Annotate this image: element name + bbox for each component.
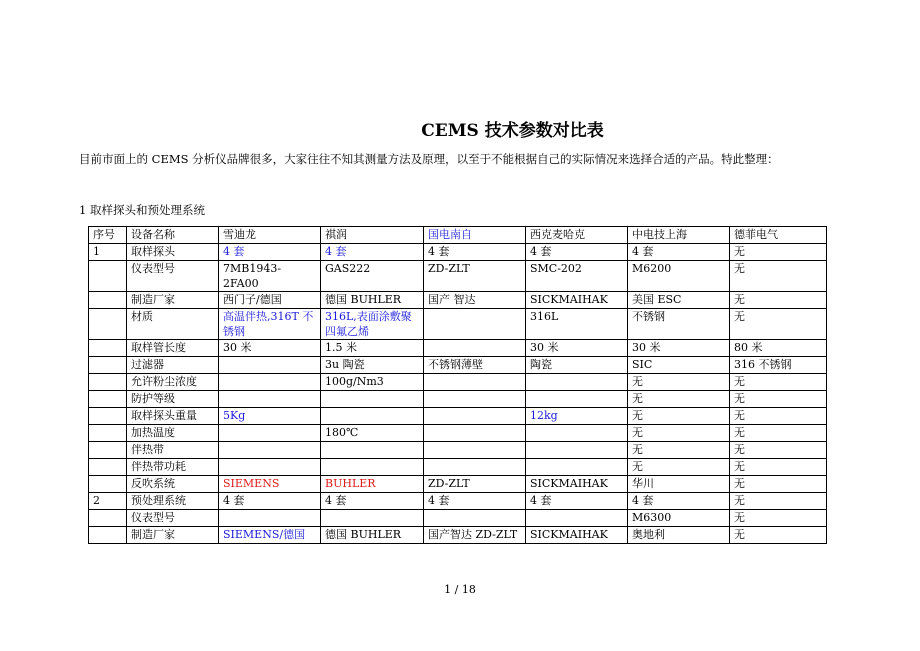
- cell-guodian-nanzi: [424, 340, 526, 357]
- cell-sick-maihak: [526, 510, 628, 527]
- cell-xuedilong: SIEMENS: [219, 476, 321, 493]
- cell-sick-maihak: SMC-202: [526, 261, 628, 292]
- cell-zhongdianji-shanghai: 无: [628, 425, 730, 442]
- section-heading: 1 取样探头和预处理系统: [79, 203, 205, 217]
- cell-zhongdianji-shanghai: SIC: [628, 357, 730, 374]
- cell-qirun: 180℃: [321, 425, 424, 442]
- cell-defei-electric: 无: [730, 374, 827, 391]
- cell-qirun: BUHLER: [321, 476, 424, 493]
- cell-defei-electric: 无: [730, 391, 827, 408]
- cell-device-name: 取样管长度: [127, 340, 219, 357]
- table-row: [89, 493, 827, 510]
- cell-guodian-nanzi: 国电南自: [424, 227, 526, 244]
- cell-xuedilong: 西门子/德国: [219, 292, 321, 309]
- table-row: [89, 309, 827, 340]
- cell-guodian-nanzi: 国产智达 ZD-ZLT: [424, 527, 526, 544]
- cell-defei-electric: 无: [730, 527, 827, 544]
- cell-index: 2: [89, 493, 127, 510]
- cell-zhongdianji-shanghai: 无: [628, 408, 730, 425]
- cell-guodian-nanzi: [424, 309, 526, 340]
- intro-paragraph: 目前市面上的 CEMS 分析仪品牌很多，大家往往不知其测量方法及原理，以至于不能根据自己的实际情况来选择合适的产品。特此整理：: [79, 152, 779, 166]
- cell-guodian-nanzi: [424, 391, 526, 408]
- cell-zhongdianji-shanghai: 华川: [628, 476, 730, 493]
- cell-qirun: [321, 408, 424, 425]
- cell-xuedilong: [219, 459, 321, 476]
- cell-index: 序号: [89, 227, 127, 244]
- cell-device-name: 设备名称: [127, 227, 219, 244]
- cell-index: [89, 309, 127, 340]
- cell-qirun: GAS222: [321, 261, 424, 292]
- cell-sick-maihak: 4 套: [526, 493, 628, 510]
- cell-index: [89, 261, 127, 292]
- table-row: [89, 374, 827, 391]
- cell-defei-electric: 无: [730, 442, 827, 459]
- cell-device-name: 伴热带: [127, 442, 219, 459]
- cell-device-name: 加热温度: [127, 425, 219, 442]
- table-header-row: [89, 227, 827, 244]
- cell-defei-electric: 无: [730, 493, 827, 510]
- cell-zhongdianji-shanghai: 4 套: [628, 244, 730, 261]
- cell-device-name: 伴热带功耗: [127, 459, 219, 476]
- cell-sick-maihak: [526, 442, 628, 459]
- cell-zhongdianji-shanghai: 奥地利: [628, 527, 730, 544]
- cell-qirun: [321, 442, 424, 459]
- cell-defei-electric: 无: [730, 292, 827, 309]
- cell-device-name: 反吹系统: [127, 476, 219, 493]
- table-row: [89, 340, 827, 357]
- cell-qirun: [321, 510, 424, 527]
- cell-index: [89, 442, 127, 459]
- cell-qirun: 100g/Nm3: [321, 374, 424, 391]
- cell-xuedilong: [219, 391, 321, 408]
- table-row: [89, 391, 827, 408]
- table-row: [89, 261, 827, 292]
- cell-qirun: [321, 459, 424, 476]
- cell-device-name: 允许粉尘浓度: [127, 374, 219, 391]
- cell-device-name: 预处理系统: [127, 493, 219, 510]
- cell-sick-maihak: 12kg: [526, 408, 628, 425]
- cell-guodian-nanzi: ZD-ZLT: [424, 476, 526, 493]
- cell-qirun: 4 套: [321, 244, 424, 261]
- cell-defei-electric: 无: [730, 510, 827, 527]
- cell-index: [89, 459, 127, 476]
- cell-index: [89, 408, 127, 425]
- cell-xuedilong: 7MB1943-2FA00: [219, 261, 321, 292]
- cell-defei-electric: 316 不锈钢: [730, 357, 827, 374]
- cell-xuedilong: SIEMENS/德国: [219, 527, 321, 544]
- cell-zhongdianji-shanghai: 4 套: [628, 493, 730, 510]
- cell-zhongdianji-shanghai: 不锈钢: [628, 309, 730, 340]
- cell-device-name: 取样探头: [127, 244, 219, 261]
- cell-defei-electric: 无: [730, 408, 827, 425]
- cell-device-name: 制造厂家: [127, 292, 219, 309]
- cell-xuedilong: [219, 442, 321, 459]
- cell-zhongdianji-shanghai: 中电技上海: [628, 227, 730, 244]
- cell-defei-electric: 无: [730, 244, 827, 261]
- cell-index: [89, 340, 127, 357]
- table-row: [89, 292, 827, 309]
- table-row: [89, 408, 827, 425]
- cell-qirun: 祺润: [321, 227, 424, 244]
- cell-index: [89, 476, 127, 493]
- cell-device-name: 仪表型号: [127, 261, 219, 292]
- cell-device-name: 过滤器: [127, 357, 219, 374]
- cell-xuedilong: 高温伴热,316T 不锈钢: [219, 309, 321, 340]
- cell-guodian-nanzi: ZD-ZLT: [424, 261, 526, 292]
- cell-device-name: 取样探头重量: [127, 408, 219, 425]
- table-row: [89, 476, 827, 493]
- cell-sick-maihak: 西克麦哈克: [526, 227, 628, 244]
- cell-sick-maihak: 陶瓷: [526, 357, 628, 374]
- cell-defei-electric: 无: [730, 309, 827, 340]
- cell-defei-electric: 无: [730, 459, 827, 476]
- cell-qirun: 316L,表面涂敷聚四氟乙烯: [321, 309, 424, 340]
- page-number: 1 / 18: [444, 583, 476, 596]
- cell-sick-maihak: [526, 391, 628, 408]
- cell-qirun: 德国 BUHLER: [321, 527, 424, 544]
- cell-xuedilong: [219, 425, 321, 442]
- cell-index: [89, 425, 127, 442]
- cell-xuedilong: 雪迪龙: [219, 227, 321, 244]
- cell-device-name: 材质: [127, 309, 219, 340]
- cell-zhongdianji-shanghai: 无: [628, 391, 730, 408]
- cell-defei-electric: 无: [730, 476, 827, 493]
- cell-guodian-nanzi: 4 套: [424, 493, 526, 510]
- table-row: [89, 459, 827, 476]
- cell-index: [89, 292, 127, 309]
- cell-guodian-nanzi: [424, 510, 526, 527]
- cell-index: [89, 391, 127, 408]
- cell-guodian-nanzi: [424, 425, 526, 442]
- cell-qirun: 3u 陶瓷: [321, 357, 424, 374]
- cell-index: [89, 510, 127, 527]
- cell-xuedilong: 5Kg: [219, 408, 321, 425]
- cell-zhongdianji-shanghai: 无: [628, 459, 730, 476]
- cell-guodian-nanzi: 4 套: [424, 244, 526, 261]
- cell-index: [89, 527, 127, 544]
- table-row: [89, 357, 827, 374]
- cell-guodian-nanzi: 国产 智达: [424, 292, 526, 309]
- cell-defei-electric: 无: [730, 425, 827, 442]
- cell-sick-maihak: SICKMAIHAK: [526, 292, 628, 309]
- cell-defei-electric: 德菲电气: [730, 227, 827, 244]
- cell-qirun: [321, 391, 424, 408]
- table-row: [89, 425, 827, 442]
- cell-zhongdianji-shanghai: M6200: [628, 261, 730, 292]
- cell-device-name: 防护等级: [127, 391, 219, 408]
- table-row: [89, 244, 827, 261]
- cell-sick-maihak: 30 米: [526, 340, 628, 357]
- cell-sick-maihak: 4 套: [526, 244, 628, 261]
- cell-xuedilong: [219, 510, 321, 527]
- cell-xuedilong: [219, 357, 321, 374]
- cell-sick-maihak: [526, 459, 628, 476]
- cell-guodian-nanzi: [424, 459, 526, 476]
- cell-zhongdianji-shanghai: 无: [628, 374, 730, 391]
- cell-guodian-nanzi: 不锈钢薄壁: [424, 357, 526, 374]
- cell-xuedilong: [219, 374, 321, 391]
- cell-index: 1: [89, 244, 127, 261]
- cell-defei-electric: 无: [730, 261, 827, 292]
- cell-qirun: 德国 BUHLER: [321, 292, 424, 309]
- cell-xuedilong: 4 套: [219, 493, 321, 510]
- cell-xuedilong: 30 米: [219, 340, 321, 357]
- cell-device-name: 仪表型号: [127, 510, 219, 527]
- cell-zhongdianji-shanghai: 30 米: [628, 340, 730, 357]
- cell-xuedilong: 4 套: [219, 244, 321, 261]
- cell-guodian-nanzi: [424, 442, 526, 459]
- cell-index: [89, 374, 127, 391]
- cell-index: [89, 357, 127, 374]
- cell-guodian-nanzi: [424, 408, 526, 425]
- cell-zhongdianji-shanghai: M6300: [628, 510, 730, 527]
- cell-qirun: 4 套: [321, 493, 424, 510]
- cell-device-name: 制造厂家: [127, 527, 219, 544]
- cell-zhongdianji-shanghai: 美国 ESC: [628, 292, 730, 309]
- cell-defei-electric: 80 米: [730, 340, 827, 357]
- cell-sick-maihak: 316L: [526, 309, 628, 340]
- cell-zhongdianji-shanghai: 无: [628, 442, 730, 459]
- cell-qirun: 1.5 米: [321, 340, 424, 357]
- cell-guodian-nanzi: [424, 374, 526, 391]
- cell-sick-maihak: SICKMAIHAK: [526, 527, 628, 544]
- cell-sick-maihak: SICKMAIHAK: [526, 476, 628, 493]
- table-row: [89, 527, 827, 544]
- table-row: [89, 510, 827, 527]
- table-body: [89, 227, 827, 544]
- document-title: CEMS 技术参数对比表: [421, 121, 604, 141]
- comparison-table: [88, 226, 827, 544]
- table-row: [89, 442, 827, 459]
- cell-sick-maihak: [526, 425, 628, 442]
- cell-sick-maihak: [526, 374, 628, 391]
